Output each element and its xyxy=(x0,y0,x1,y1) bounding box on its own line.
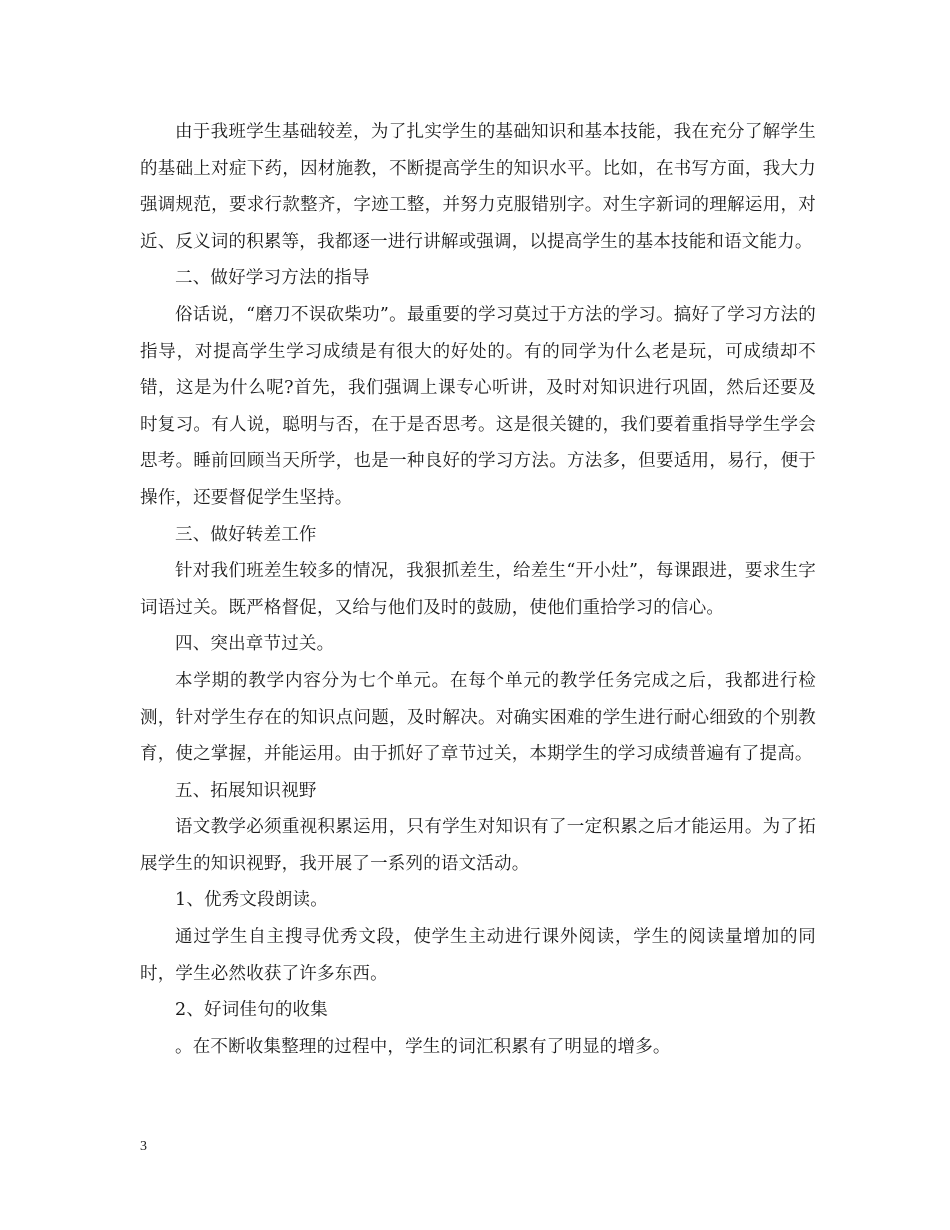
page-number: 3 xyxy=(140,1139,147,1154)
heading-learning-methods: 二、做好学习方法的指导 xyxy=(175,268,370,289)
paragraph-chapter-tests: 本学期的教学内容分为七个单元。在每个单元的教学任务完成之后，我都进行检测，针对学生存在的知识点问题，及时解决。对确实困难的学生进行耐心细致的个别教育，使之掌握，并能运用。由于抓好了章节过关，本期学生的学习成绩普遍有了提高。 xyxy=(140,670,816,765)
subheading-collection: 2、好词佳句的收集 xyxy=(175,1000,328,1021)
paragraph-learning-methods: 俗话说，“磨刀不误砍柴功”。最重要的学习莫过于方法的学习。搞好了学习方法的指导，对提高学生学习成绩是有很大的好处的。有的同学为什么老是玩，可成绩却不错，这是为什么呢?首先，我们强调上课专心听讲，及时对知识进行巩固，然后还要及时复习。有人说，聪明与否，在于是否思考。这是很关键的，我们要着重指导学生学会思考。睡前回顾当天所学，也是一种良好的学习方法。方法多，但要适用，易行，便于操作，还要督促学生坚持。 xyxy=(140,304,816,508)
paragraph-collection: 。在不断收集整理的过程中，学生的词汇积累有了明显的增多。 xyxy=(175,1036,671,1057)
subheading-reading: 1、优秀文段朗读。 xyxy=(175,890,328,911)
paragraph-intro: 由于我班学生基础较差，为了扎实学生的基础知识和基本技能，我在充分了解学生的基础上对症下药，因材施教，不断提高学生的知识水平。比如，在书写方面，我大力强调规范，要求行款整齐，字迹工整，并努力克服错别字。对生字新词的理解运用，对近、反义词的积累等，我都逐一进行讲解或强调，以提高学生的基本技能和语文能力。 xyxy=(140,122,816,252)
paragraph-reading: 通过学生自主搜寻优秀文段，使学生主动进行课外阅读，学生的阅读量增加的同时，学生必然收获了许多东西。 xyxy=(140,927,816,984)
paragraph-knowledge-horizon: 语文教学必须重视积累运用，只有学生对知识有了一定积累之后才能运用。为了拓展学生的知识视野，我开展了一系列的语文活动。 xyxy=(140,817,816,874)
paragraph-weak-students: 针对我们班差生较多的情况，我狠抓差生，给差生“开小灶”，每课跟进，要求生字词语过关。既严格督促，又给与他们及时的鼓励，使他们重拾学习的信心。 xyxy=(140,561,816,618)
heading-weak-students: 三、做好转差工作 xyxy=(175,524,317,545)
document-body xyxy=(140,114,816,1065)
heading-knowledge-horizon: 五、拓展知识视野 xyxy=(175,780,317,801)
heading-chapter-tests: 四、突出章节过关。 xyxy=(175,634,335,655)
